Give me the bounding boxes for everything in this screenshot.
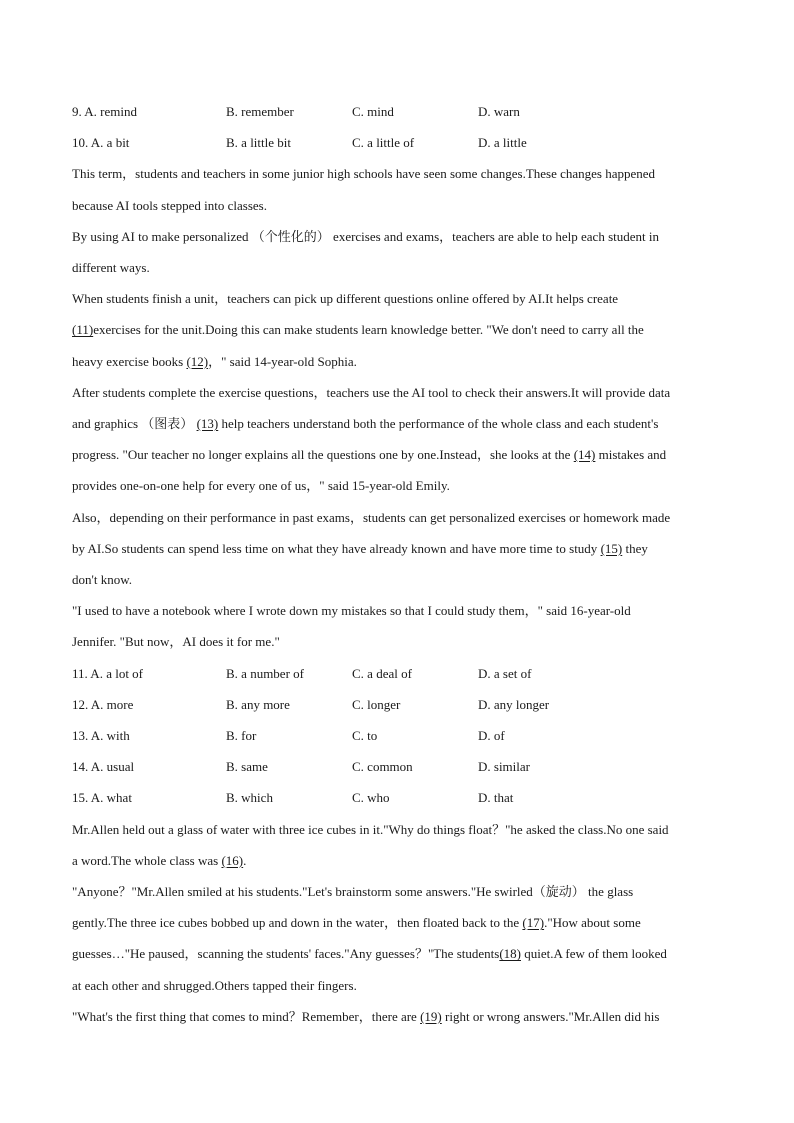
option-b: B. for — [226, 728, 257, 743]
line-text: Jennifer. "But now，AI does it for me." — [72, 634, 280, 650]
option-number: 14. A. usual — [72, 759, 135, 775]
line-text: guesses…"He paused，scanning the students' faces."Any guesses？"The students — [72, 946, 500, 962]
option-row — [72, 693, 734, 717]
line-text: and graphics （图表） — [72, 416, 197, 431]
text-line — [72, 506, 734, 530]
option-number: 9. A. remind — [72, 104, 137, 119]
blank-number: (12) — [186, 353, 209, 369]
blank-number: (11) — [72, 322, 94, 338]
text-line — [72, 1005, 734, 1029]
blank-number: (19) — [420, 1008, 442, 1024]
option-c: C. mind — [352, 104, 394, 119]
option-row — [72, 662, 734, 686]
line-text: heavy exercise books — [72, 353, 187, 369]
option-row — [72, 100, 734, 124]
option-b: B. which — [226, 790, 273, 806]
text-line — [72, 568, 734, 592]
line-text: ."How about some — [544, 915, 641, 931]
text-line — [72, 443, 734, 467]
line-text: "I used to have a notebook where I wrote down my mistakes so that I could study them，" said 16-year-old — [72, 603, 631, 619]
option-c: C. a deal of — [352, 665, 412, 681]
text-line — [72, 225, 734, 249]
text-line — [72, 599, 734, 623]
option-number: 15. A. what — [72, 790, 132, 806]
line-text: "What's the first thing that comes to mind？Remember，there are — [72, 1008, 421, 1024]
option-b: B. any more — [226, 696, 290, 712]
option-c: C. who — [352, 790, 390, 806]
text-line — [72, 880, 734, 904]
option-row — [72, 724, 734, 748]
option-d: D. any longer — [478, 696, 550, 712]
line-text: a word.The whole class was — [72, 852, 222, 868]
option-d: D. a set of — [478, 665, 532, 681]
option-b: B. remember — [226, 104, 294, 119]
option-row — [72, 786, 734, 810]
text-line — [72, 412, 734, 436]
text-line — [72, 350, 734, 374]
line-text: because AI tools stepped into classes. — [72, 197, 267, 213]
blank-number: (15) — [600, 540, 623, 556]
option-c: C. longer — [352, 696, 401, 712]
line-text: help teachers understand both the performance of the whole class and each student's — [218, 416, 659, 431]
option-number: 12. A. more — [72, 696, 134, 712]
text-line — [72, 287, 734, 311]
text-line — [72, 162, 734, 186]
blank-number: (17) — [522, 915, 545, 931]
line-text: by AI.So students can spend less time on what they have already known and have more time to study — [72, 540, 601, 556]
option-row — [72, 755, 734, 779]
line-text: After students complete the exercise questions，teachers use the AI tool to check their answers.It will provide data — [72, 384, 671, 400]
text-line — [72, 318, 734, 342]
text-line — [72, 537, 734, 561]
line-text: different ways. — [72, 260, 150, 275]
line-text: don't know. — [72, 572, 132, 587]
option-d: D. similar — [478, 759, 530, 775]
line-text: When students finish a unit，teachers can pick up different questions online offered by AI.It helps create — [72, 291, 619, 307]
line-text: provides one-on-one help for every one of us，" said 15-year-old Emily. — [72, 478, 450, 494]
text-line — [72, 381, 734, 405]
line-text: Mr.Allen held out a glass of water with three ice cubes in it."Why do things float？"he asked the class.No one said — [72, 821, 669, 837]
option-b: B. a little bit — [226, 135, 291, 151]
option-c: C. a little of — [352, 135, 415, 151]
line-text: By using AI to make personalized （个性化的） exercises and exams，teachers are able to help each student in — [72, 228, 659, 244]
text-line — [72, 974, 734, 998]
option-number: 10. A. a bit — [72, 135, 130, 151]
option-row — [72, 131, 734, 155]
blank-number: (14) — [573, 447, 596, 463]
blank-number: (18) — [499, 946, 521, 962]
line-text: right or wrong answers."Mr.Allen did his — [441, 1008, 660, 1024]
line-text: This term，students and teachers in some junior high schools have seen some changes.These changes happened — [72, 166, 656, 182]
option-d: D. a little — [478, 135, 527, 151]
option-c: C. to — [352, 728, 378, 743]
text-line — [72, 630, 734, 654]
option-number: 11. A. a lot of — [72, 665, 144, 681]
line-text: mistakes and — [595, 447, 667, 463]
option-b: B. a number of — [226, 665, 304, 681]
line-text: "Anyone？"Mr.Allen smiled at his students."Let's brainstorm some answers."He swirled（旋动） the glass — [72, 884, 634, 899]
text-line — [72, 849, 734, 873]
line-text: progress. "Our teacher no longer explains all the questions one by one.Instead，she looks at the — [72, 447, 574, 463]
line-text: . — [243, 852, 247, 868]
text-line — [72, 474, 734, 498]
line-text: at each other and shrugged.Others tapped their fingers. — [72, 977, 357, 993]
option-d: D. that — [478, 790, 514, 806]
line-text: they — [622, 540, 648, 556]
option-number: 13. A. with — [72, 728, 130, 743]
option-c: C. common — [352, 759, 413, 775]
text-line — [72, 256, 734, 280]
line-text: ，" said 14-year-old Sophia. — [208, 353, 357, 369]
text-line — [72, 911, 734, 935]
line-text: gently.The three ice cubes bobbed up and down in the water，then floated back to the — [72, 915, 523, 931]
text-line — [72, 942, 734, 966]
text-line — [72, 818, 734, 842]
blank-number: (16) — [221, 852, 244, 868]
line-text: exercises for the unit.Doing this can make students learn knowledge better. "We don't need to carry all the — [93, 322, 644, 338]
blank-number: (13) — [196, 416, 219, 431]
option-d: D. warn — [478, 104, 520, 119]
text-line — [72, 194, 734, 218]
line-text: quiet.A few of them looked — [521, 946, 667, 962]
line-text: Also，depending on their performance in past exams，students can get personalized exercises or homework made — [72, 509, 671, 525]
option-b: B. same — [226, 759, 268, 775]
option-d: D. of — [478, 728, 505, 743]
